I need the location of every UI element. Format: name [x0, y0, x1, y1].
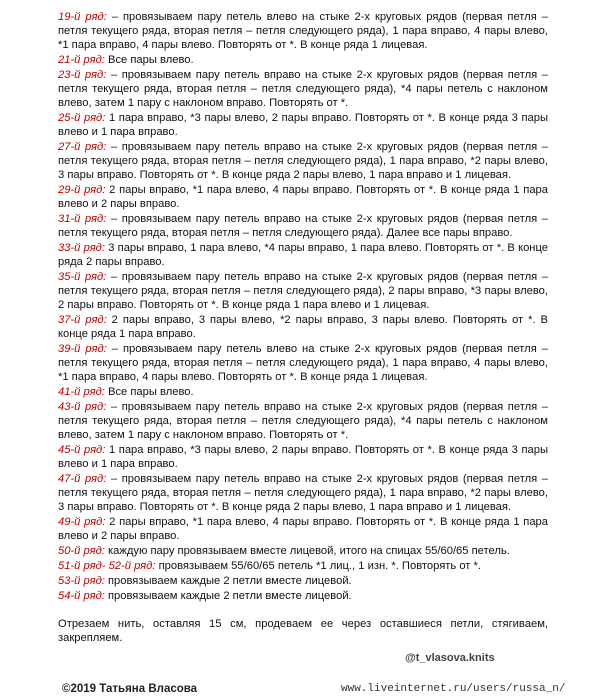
row-instruction: – провязываем пару петель влево на стыке 2-х круговых рядов (первая петля – петля текущего ряда, вторая петля – петля следующего ряда), 1 пара вправо, 4 пары влево, *1 пара вправо, 4 пары влево. Повторять от *. В конце ряда 1 лицевая.: [58, 11, 548, 51]
row-label: 27-й ряд:: [58, 141, 107, 153]
pattern-row: [58, 559, 548, 573]
pattern-row: [58, 313, 548, 341]
row-instruction: 1 пара вправо, *3 пары влево, 2 пары вправо. Повторять от *. В конце ряда 3 пары влево и 1 пара вправо.: [58, 112, 548, 138]
row-label: 31-й ряд:: [58, 213, 107, 225]
row-label: 54-й ряд:: [58, 590, 105, 602]
pattern-row: [58, 443, 548, 471]
closing-paragraph: Отрезаем нить, оставляя 15 см, продеваем ее через оставшиеся петли, стягиваем, закрепляем.: [58, 618, 548, 644]
pattern-row: [58, 400, 548, 442]
pattern-row: [58, 53, 548, 67]
pattern-row: [58, 241, 548, 269]
pattern-row: [58, 515, 548, 543]
pattern-row: [58, 140, 548, 182]
row-instruction: 3 пары вправо, 1 пара влево, *4 пары вправо, 1 пара влево. Повторять от *. В конце ряда 2 пары вправо.: [58, 242, 548, 268]
copyright-footer: ©2019 Татьяна Власова: [62, 683, 198, 695]
row-label: 51-й ряд- 52-й ряд:: [58, 560, 156, 572]
pattern-row: [58, 574, 548, 588]
row-instruction: 2 пары вправо, *1 пара влево, 4 пары вправо. Повторять от *. В конце ряда 1 пара влево и 2 пары вправо.: [58, 516, 548, 542]
row-instruction: – провязываем пару петель вправо на стыке 2-х круговых рядов (первая петля – петля текущего ряда, вторая петля – петля следующего ряда), *4 пары петель с наклоном влево, затем 1 пару с наклоном вправо. Повторять от *.: [58, 401, 548, 441]
pattern-row: [58, 472, 548, 514]
row-label: 43-й ряд:: [58, 401, 107, 413]
row-label: 25-й ряд:: [58, 112, 106, 124]
row-instruction: провязываем каждые 2 петли вместе лицевой.: [104, 590, 352, 602]
row-label: 21-й ряд:: [58, 54, 105, 66]
row-label: 33-й ряд:: [58, 242, 105, 254]
row-instruction: Все пары влево.: [104, 386, 194, 398]
pattern-row: [58, 111, 548, 139]
row-label: 47-й ряд:: [58, 473, 107, 485]
row-label: 45-й ряд:: [58, 444, 106, 456]
row-instruction: 2 пары вправо, 3 пары влево, *2 пары вправо, 3 пары влево. Повторять от *. В конце ряда 1 пара вправо.: [58, 314, 548, 340]
row-instruction: – провязываем пару петель вправо на стыке 2-х круговых рядов (первая петля – петля текущего ряда, вторая петля – петля следующего ряда), 1 пара вправо, *2 пары влево, 3 пары вправо. Повторять от *. В конце ряда 2 пары влево, 1 пара вправо и 1 лицевая.: [58, 141, 548, 181]
pattern-row: [58, 183, 548, 211]
row-label: 53-й ряд:: [58, 575, 105, 587]
pattern-row: [58, 270, 548, 312]
row-instruction: – провязываем пару петель вправо на стыке 2-х круговых рядов (первая петля – петля текущего ряда, вторая петля – петля следующего ряда), 1 пара вправо, *2 пары влево, 3 пары вправо. Повторять от *. В конце ряда 2 пары влево, 1 пара вправо и 1 лицевая.: [58, 473, 548, 513]
row-label: 19-й ряд:: [58, 11, 107, 23]
row-instruction: провязываем каждые 2 петли вместе лицевой.: [104, 575, 352, 587]
row-label: 50-й ряд:: [58, 545, 105, 557]
pattern-row: [58, 342, 548, 384]
row-instruction: провязываем 55/60/65 петель *1 лиц., 1 изн. *. Повторять от *.: [155, 560, 481, 572]
pattern-document: [58, 10, 548, 645]
row-label: 35-й ряд:: [58, 271, 107, 283]
row-instruction: – провязываем пару петель влево на стыке 2-х круговых рядов (первая петля – петля текущего ряда, вторая петля – петля следующего ряда), 1 пара вправо, 4 пары влево, *1 пара вправо, 4 пары влево. Повторять от *. В конце ряда 1 лицевая.: [58, 343, 548, 383]
pattern-row: [58, 212, 548, 240]
row-instruction: – провязываем пару петель вправо на стыке 2-х круговых рядов (первая петля – петля текущего ряда, вторая петля – петля следующего ряда). Далее все пары вправо.: [58, 213, 548, 239]
row-instruction: Все пары влево.: [104, 54, 194, 66]
pattern-row: [58, 385, 548, 399]
pattern-row: [58, 68, 548, 110]
row-instruction: – провязываем пару петель вправо на стыке 2-х круговых рядов (первая петля – петля текущего ряда, вторая петля – петля следующего ряда), *4 пары петель с наклоном влево, затем 1 пару с наклоном вправо. Повторять от *.: [58, 69, 548, 109]
row-instruction: 1 пара вправо, *3 пары влево, 2 пары вправо. Повторять от *. В конце ряда 3 пары влево и 1 пара вправо.: [58, 444, 548, 470]
row-instruction: 2 пары вправо, *1 пара влево, 4 пары вправо. Повторять от *. В конце ряда 1 пара влево и 2 пары вправо.: [58, 184, 548, 210]
row-label: 39-й ряд:: [58, 343, 107, 355]
row-label: 29-й ряд:: [58, 184, 106, 196]
row-label: 23-й ряд:: [58, 69, 107, 81]
pattern-row: [58, 544, 548, 558]
row-label: 49-й ряд:: [58, 516, 106, 528]
row-label: 37-й ряд:: [58, 314, 107, 326]
pattern-row: [58, 589, 548, 603]
row-instruction: каждую пару провязываем вместе лицевой, итого на спицах 55/60/65 петель.: [104, 545, 510, 557]
row-instruction: – провязываем пару петель вправо на стыке 2-х круговых рядов (первая петля – петля текущего ряда, вторая петля – петля следующего ряда), 2 пары вправо, *3 пары влево, 2 пары вправо. Повторять от *. В конце ряда 1 пара влево и 1 лицевая.: [58, 271, 548, 311]
source-url-watermark: www.liveinternet.ru/users/russa_n/: [341, 683, 566, 695]
pattern-row: [58, 10, 548, 52]
author-watermark: @t_vlasova.knits: [405, 652, 495, 664]
row-label: 41-й ряд:: [58, 386, 105, 398]
